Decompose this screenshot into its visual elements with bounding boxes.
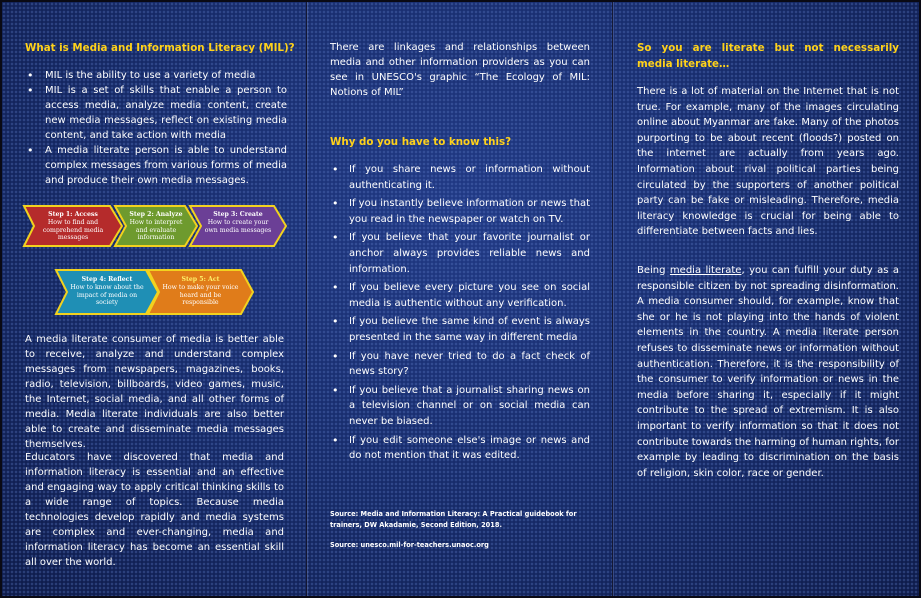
list-item: • If you have never tried to do a fact check of news story? bbox=[330, 349, 590, 380]
list-item: • If you believe the same kind of event is always presented in the same way in different media bbox=[330, 314, 590, 345]
step-description: How to know about the impact of media on society bbox=[70, 284, 144, 306]
ecology-intro-paragraph: There are linkages and relationships between media and other information providers as you can see in UNESCO's graphic “The Ecology of MIL: Notions of MIL” bbox=[330, 42, 590, 98]
list-item: • If you instantly believe information or news that you read in the newspaper or watch on TV. bbox=[330, 196, 590, 227]
list-item: • If you believe every picture you see on social media is authentic without any verification. bbox=[330, 280, 590, 311]
fold-line-right bbox=[612, 2, 613, 596]
paragraph-lead: Being bbox=[637, 265, 670, 276]
step-3-create bbox=[190, 206, 286, 246]
list-item: • If you believe that a journalist sharing news on a television channel or on social media can never be biased. bbox=[330, 383, 590, 430]
list-item: • MIL is a set of skills that enable a person to access media, analyze media content, create new media messages, reflect on existing media content, and take action with media bbox=[25, 83, 287, 143]
step-1-access bbox=[24, 206, 122, 246]
step-description: How to find and comprehend media messages bbox=[42, 219, 104, 241]
list-item: • If you believe that your favorite journalist or anchor always provides reliable news and information. bbox=[330, 230, 590, 277]
list-item: • A media literate person is able to understand complex messages from various forms of media and produce their own media messages. bbox=[25, 143, 287, 188]
media-literate-link[interactable]: media literate bbox=[669, 265, 742, 276]
source-citation-dw: Source: Media and Information Literacy: A Practical guidebook for trainers, DW Akadamie, Second Edition, 2018. bbox=[330, 510, 577, 529]
why-know-bullet-list bbox=[330, 162, 590, 464]
literate-heading: So you are literate but not necessarily media literate… bbox=[637, 42, 899, 70]
media-literate-consumer-paragraph: A media literate consumer of media is better able to receive, analyze and understand complex messages from newspapers, magazines, books, radio, television, billboards, video games, music, the Internet, social media, and all other forms of media. Media literate individuals are also better able to create and disseminate media messages themselves. bbox=[25, 334, 284, 450]
responsible-citizen-paragraph bbox=[637, 263, 899, 481]
step-2-analyze bbox=[115, 206, 197, 246]
why-know-heading: Why do you have to know this? bbox=[330, 136, 512, 148]
step-title: Step 5: Act bbox=[181, 276, 220, 283]
step-description: How to interpret and evaluate information bbox=[129, 219, 183, 241]
source-citation-unesco: Source: unesco.mil-for-teachers.unaoc.org bbox=[330, 541, 489, 549]
mil-heading: What is Media and Information Literacy (MIL)? bbox=[25, 42, 295, 54]
step-description: How to create your own media messages bbox=[204, 219, 272, 234]
step-title: Step 2: Analyze bbox=[129, 211, 183, 218]
list-item: • MIL is the ability to use a variety of media bbox=[25, 68, 287, 83]
step-title: Step 1: Access bbox=[48, 211, 98, 218]
fold-line-left bbox=[306, 2, 307, 596]
step-title: Step 3: Create bbox=[213, 211, 263, 218]
step-title: Step 4: Reflect bbox=[81, 276, 133, 283]
step-4-reflect bbox=[56, 270, 158, 314]
educators-paragraph: Educators have discovered that media and information literacy is essential and an effective and engaging way to apply critical thinking skills to a wide range of topics. Because media technologies develop rapidly and media systems are complex and ever-changing, media and information literacy has become an essential skill all over the world. bbox=[25, 452, 284, 568]
step-5-act bbox=[148, 270, 253, 314]
internet-material-paragraph: There is a lot of material on the Internet that is not true. For example, many of the images circulating online about Myanmar are fake. Many of the photos purporting to be about recent (floods?) posted on the internet are actually from years ago. Information about rival political parties being circulated by the supporters of another political party can be fake or misleading. Therefore, media literacy knowledge is crucial for being able to differentiate between facts and lies. bbox=[637, 86, 899, 238]
list-item: • If you edit someone else's image or news and do not mention that it was edited. bbox=[330, 433, 590, 464]
list-item: • If you share news or information without authenticating it. bbox=[330, 162, 590, 193]
step-description: How to make your voice heard and be responsible bbox=[162, 284, 239, 306]
mil-bullet-list bbox=[25, 68, 287, 188]
paragraph-body: , you can fulfill your duty as a responsible citizen by not spreading disinformation. A media consumer should, for example, know that she or he is not playing into the hands of violent elements in the country. A media literate person refuses to disseminate news or information without authentication. Therefore, it is the responsibility of the consumer to verify information or news in the media before sharing it, especially if it might contribute to the spread of extremism. It is also important to verify information so that it does not contribute towards the harming of human rights, for example by leading to discrimination on the basis of religion, skin color, race or gender. bbox=[637, 265, 899, 479]
